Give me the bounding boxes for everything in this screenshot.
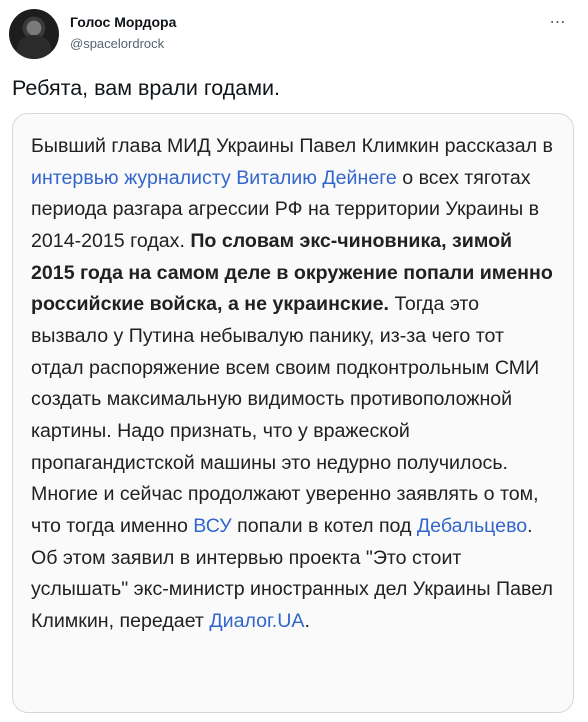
article-link-interview[interactable]: интервью журналисту Виталию Дейнеге [31, 166, 397, 189]
article-text: о всех тяготах периода разгара агрессии РФ на территории Украины в 2014-2015 годах. [31, 166, 540, 252]
article-link-dialog[interactable]: Диалог.UA [209, 609, 305, 632]
article-text-end: . [304, 609, 310, 632]
article-text: . Об этом заявил в интервью проекта "Это стоит услышать" экс-министр иностранных дел Украины Павел Климкин, передает [31, 514, 553, 632]
quoted-article-card [12, 113, 574, 713]
tweet-text: Ребята, вам врали годами. [12, 76, 280, 100]
article-link-debaltsevo[interactable]: Дебальцево [416, 514, 528, 537]
display-name[interactable]: Голос Мордора [70, 14, 177, 30]
article-bold-quote: По словам экс-чиновника, зимой 2015 года на самом деле в окружение попали именно российские войска, а не украинские. [31, 229, 553, 316]
article-text-intro: Бывший глава МИД Украины Павел Климкин рассказал в [31, 135, 553, 157]
article-text: Тогда это вызвало у Путина небывалую панику, из-за чего тот отдал распоряжение всем своим подконтрольным СМИ создать максимальную видимость противоположной картины. Надо признать, что у вражеской пропагандистской машины это недурно получилось. Многие и сейчас продолжают уверенно заявлять о том, что тогда именно [31, 293, 540, 537]
more-dots-icon[interactable]: ⋯ [549, 14, 567, 31]
avatar[interactable] [9, 9, 59, 59]
article-body [31, 131, 561, 638]
article-link-vsu[interactable]: ВСУ [193, 514, 232, 537]
user-handle[interactable]: @spacelordrock [70, 36, 165, 51]
article-text: попали в котел под [231, 514, 417, 537]
